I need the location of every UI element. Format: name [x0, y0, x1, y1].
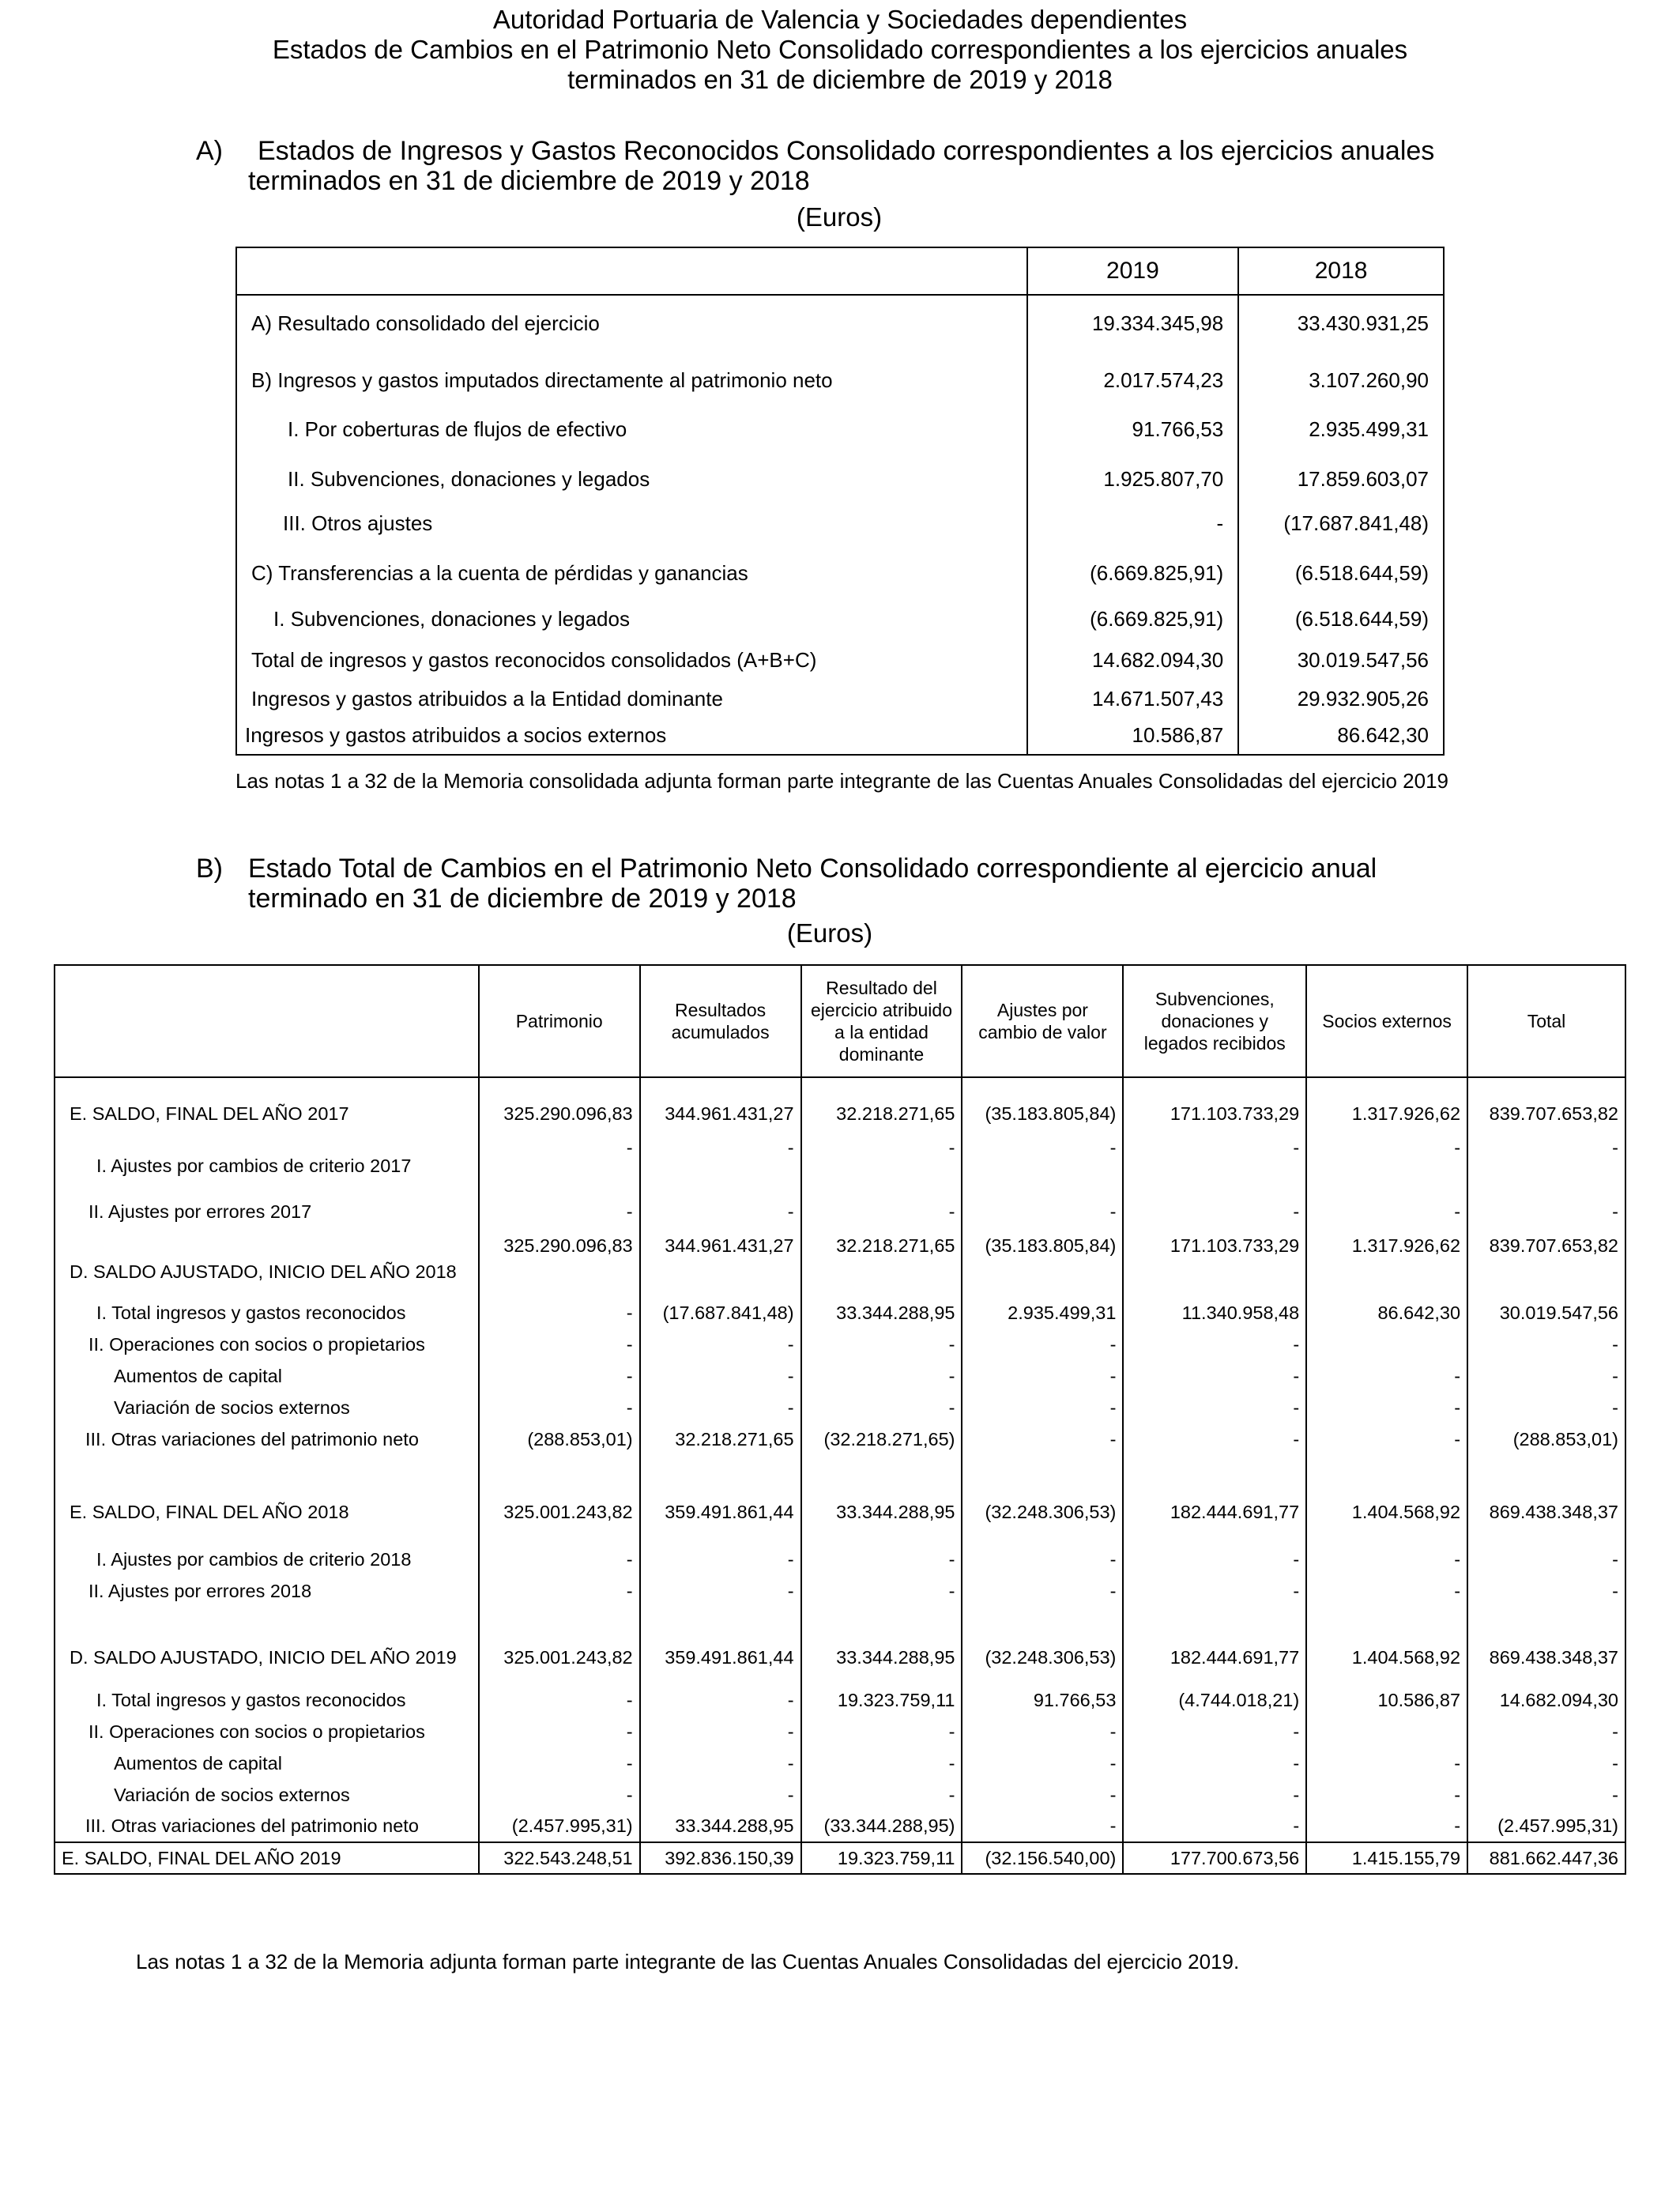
- row-value: -: [640, 1528, 801, 1575]
- table-row: [55, 1716, 1625, 1747]
- row-value: -: [640, 1673, 801, 1716]
- row-value: -: [1306, 1528, 1467, 1575]
- row-value: 14.682.094,30: [1467, 1673, 1625, 1716]
- row-value: -: [479, 1673, 640, 1716]
- row-value: (32.248.306,53): [962, 1607, 1123, 1673]
- row-value: 1.404.568,92: [1306, 1607, 1467, 1673]
- table-row: [236, 598, 1444, 639]
- row-label: Variación de socios externos: [55, 1779, 479, 1811]
- row-label: I. Total ingresos y gastos reconocidos: [55, 1673, 479, 1716]
- row-value: -: [962, 1779, 1123, 1811]
- row-label: A) Resultado consolidado del ejercicio: [236, 295, 1027, 356]
- value-2018: (6.518.644,59): [1238, 552, 1444, 598]
- row-value: -: [1306, 1811, 1467, 1842]
- row-label: III. Otros ajustes: [236, 499, 1027, 552]
- row-value: 359.491.861,44: [640, 1455, 801, 1528]
- row-value: -: [640, 1716, 801, 1747]
- row-value: -: [1467, 1528, 1625, 1575]
- row-value: (35.183.805,84): [962, 1077, 1123, 1129]
- row-value: -: [479, 1528, 640, 1575]
- table-row: [55, 1455, 1625, 1528]
- row-label: III. Otras variaciones del patrimonio neto: [55, 1811, 479, 1842]
- row-value: -: [479, 1329, 640, 1360]
- value-2019: 2.017.574,23: [1027, 356, 1239, 404]
- column-header-subvenciones: Subvenciones, donaciones y legados recibidos: [1123, 965, 1306, 1077]
- row-value: 325.290.096,83: [479, 1227, 640, 1287]
- section-b-title-line-2: terminado en 31 de diciembre de 2019 y 2018: [248, 884, 797, 914]
- equity-changes-table: [54, 964, 1626, 1875]
- row-label: II. Ajustes por errores 2017: [55, 1182, 479, 1227]
- row-value: -: [801, 1329, 962, 1360]
- row-value: -: [801, 1182, 962, 1227]
- row-label: D. SALDO AJUSTADO, INICIO DEL AÑO 2019: [55, 1607, 479, 1673]
- row-value: -: [801, 1129, 962, 1182]
- row-label: I. Ajustes por cambios de criterio 2017: [55, 1129, 479, 1182]
- table-row: [55, 1077, 1625, 1129]
- table-row: [55, 1360, 1625, 1392]
- value-2018: (17.687.841,48): [1238, 499, 1444, 552]
- row-value: -: [479, 1779, 640, 1811]
- row-value: 86.642,30: [1306, 1287, 1467, 1329]
- table-row: [236, 356, 1444, 404]
- row-value: (32.218.271,65): [801, 1423, 962, 1455]
- section-b-note: Las notas 1 a 32 de la Memoria adjunta forman parte integrante de las Cuentas Anuales Consolidadas del ejercicio 2019.: [136, 1950, 1240, 1973]
- section-b-units: (Euros): [786, 918, 873, 948]
- table-row: [55, 1227, 1625, 1287]
- row-value: -: [1467, 1747, 1625, 1779]
- row-value: (33.344.288,95): [801, 1811, 962, 1842]
- row-value: 33.344.288,95: [801, 1455, 962, 1528]
- row-label: E. SALDO, FINAL DEL AÑO 2018: [55, 1455, 479, 1528]
- value-2018: 30.019.547,56: [1238, 639, 1444, 680]
- value-2018: 33.430.931,25: [1238, 295, 1444, 356]
- value-2018: 86.642,30: [1238, 717, 1444, 755]
- row-value: -: [962, 1182, 1123, 1227]
- row-value: -: [1467, 1182, 1625, 1227]
- column-header-resultado-ejercicio: Resultado del ejercicio atribuido a la entidad dominante: [801, 965, 962, 1077]
- row-value: -: [479, 1360, 640, 1392]
- row-label: E. SALDO, FINAL DEL AÑO 2017: [55, 1077, 479, 1129]
- table-header-row: [236, 247, 1444, 295]
- row-value: -: [1306, 1747, 1467, 1779]
- row-value: 1.317.926,62: [1306, 1227, 1467, 1287]
- row-value: -: [1467, 1129, 1625, 1182]
- row-value: 30.019.547,56: [1467, 1287, 1625, 1329]
- table-row: [55, 1287, 1625, 1329]
- row-value: -: [962, 1329, 1123, 1360]
- row-label: I. Por coberturas de flujos de efectivo: [236, 404, 1027, 459]
- row-value: -: [1306, 1129, 1467, 1182]
- row-value: 171.103.733,29: [1123, 1227, 1306, 1287]
- row-value: -: [801, 1779, 962, 1811]
- table-row: [55, 1779, 1625, 1811]
- row-value: -: [1467, 1329, 1625, 1360]
- row-label: I. Subvenciones, donaciones y legados: [236, 598, 1027, 639]
- row-value: -: [640, 1182, 801, 1227]
- table-row: [55, 1182, 1625, 1227]
- row-value: 33.344.288,95: [801, 1287, 962, 1329]
- value-2019: -: [1027, 499, 1239, 552]
- row-value: -: [962, 1423, 1123, 1455]
- row-value: (2.457.995,31): [479, 1811, 640, 1842]
- row-value: [1306, 1716, 1467, 1747]
- column-header-resultados-acumulados: Resultados acumulados: [640, 965, 801, 1077]
- row-value: -: [1467, 1392, 1625, 1423]
- row-value: (17.687.841,48): [640, 1287, 801, 1329]
- row-value: -: [1306, 1779, 1467, 1811]
- section-a-title-line-1: Estados de Ingresos y Gastos Reconocidos Consolidado correspondientes a los ejercicios anuales: [258, 136, 1435, 166]
- row-value: (4.744.018,21): [1123, 1673, 1306, 1716]
- table-row: [55, 1129, 1625, 1182]
- row-value: 1.415.155,79: [1306, 1842, 1467, 1874]
- table-row: [55, 1673, 1625, 1716]
- row-value: 344.961.431,27: [640, 1227, 801, 1287]
- row-value: (2.457.995,31): [1467, 1811, 1625, 1842]
- table-row: [55, 1528, 1625, 1575]
- table-row: [236, 639, 1444, 680]
- row-label: E. SALDO, FINAL DEL AÑO 2019: [55, 1842, 479, 1874]
- row-value: -: [1123, 1423, 1306, 1455]
- row-value: -: [479, 1747, 640, 1779]
- section-a-heading: [196, 136, 1618, 199]
- section-a-note: Las notas 1 a 32 de la Memoria consolidada adjunta forman parte integrante de las Cuentas Anuales Consolidadas del ejercicio 2019: [235, 769, 1448, 793]
- row-value: (32.156.540,00): [962, 1842, 1123, 1874]
- table-row: [55, 1392, 1625, 1423]
- row-value: -: [1306, 1360, 1467, 1392]
- row-value: 881.662.447,36: [1467, 1842, 1625, 1874]
- row-value: 359.491.861,44: [640, 1607, 801, 1673]
- row-value: 392.836.150,39: [640, 1842, 801, 1874]
- title-line-3: terminados en 31 de diciembre de 2019 y 2018: [567, 65, 1113, 94]
- row-value: -: [1123, 1129, 1306, 1182]
- table-row-final: [55, 1842, 1625, 1874]
- value-2019: 19.334.345,98: [1027, 295, 1239, 356]
- value-2019: 14.682.094,30: [1027, 639, 1239, 680]
- row-value: -: [640, 1392, 801, 1423]
- row-label: Aumentos de capital: [55, 1747, 479, 1779]
- table-row: [236, 552, 1444, 598]
- value-2018: 2.935.499,31: [1238, 404, 1444, 459]
- row-value: -: [479, 1392, 640, 1423]
- table-row: [55, 1607, 1625, 1673]
- table-row: [236, 459, 1444, 499]
- row-value: 325.001.243,82: [479, 1455, 640, 1528]
- title-line-1: Autoridad Portuaria de Valencia y Sociedades dependientes: [492, 5, 1188, 34]
- column-header-socios-externos: Socios externos: [1306, 965, 1467, 1077]
- row-label: III. Otras variaciones del patrimonio neto: [55, 1423, 479, 1455]
- row-value: 32.218.271,65: [801, 1077, 962, 1129]
- row-value: 91.766,53: [962, 1673, 1123, 1716]
- row-value: 32.218.271,65: [801, 1227, 962, 1287]
- row-value: 325.001.243,82: [479, 1607, 640, 1673]
- row-value: -: [1123, 1329, 1306, 1360]
- row-label: C) Transferencias a la cuenta de pérdidas y ganancias: [236, 552, 1027, 598]
- value-2019: 14.671.507,43: [1027, 680, 1239, 717]
- section-b-heading: [196, 854, 1618, 917]
- row-value: 33.344.288,95: [640, 1811, 801, 1842]
- row-value: -: [1467, 1779, 1625, 1811]
- row-value: (288.853,01): [479, 1423, 640, 1455]
- row-value: -: [1123, 1779, 1306, 1811]
- row-value: -: [1123, 1360, 1306, 1392]
- table-row: [236, 499, 1444, 552]
- value-2019: (6.669.825,91): [1027, 552, 1239, 598]
- row-value: 32.218.271,65: [640, 1423, 801, 1455]
- row-label: II. Operaciones con socios o propietarios: [55, 1716, 479, 1747]
- column-header-2019: 2019: [1027, 247, 1239, 295]
- row-value: -: [1123, 1528, 1306, 1575]
- column-header-total: Total: [1467, 965, 1625, 1077]
- row-value: -: [640, 1129, 801, 1182]
- row-value: -: [962, 1360, 1123, 1392]
- row-value: -: [479, 1287, 640, 1329]
- table-row: [55, 1329, 1625, 1360]
- value-2019: 10.586,87: [1027, 717, 1239, 755]
- row-value: 2.935.499,31: [962, 1287, 1123, 1329]
- row-value: -: [962, 1575, 1123, 1607]
- row-value: -: [1123, 1811, 1306, 1842]
- row-value: -: [1123, 1182, 1306, 1227]
- row-value: 182.444.691,77: [1123, 1455, 1306, 1528]
- section-b-title-line-1: Estado Total de Cambios en el Patrimonio Neto Consolidado correspondiente al ejercicio anual: [248, 854, 1377, 884]
- row-value: -: [1306, 1575, 1467, 1607]
- row-value: -: [801, 1575, 962, 1607]
- section-a-letter: A): [196, 136, 223, 166]
- column-header-2018: 2018: [1238, 247, 1444, 295]
- section-a-units: (Euros): [796, 202, 883, 232]
- row-value: 177.700.673,56: [1123, 1842, 1306, 1874]
- row-value: -: [801, 1528, 962, 1575]
- row-value: 182.444.691,77: [1123, 1607, 1306, 1673]
- value-2019: 91.766,53: [1027, 404, 1239, 459]
- row-value: -: [479, 1129, 640, 1182]
- document-title: [0, 5, 1680, 95]
- row-value: -: [962, 1811, 1123, 1842]
- row-value: 325.290.096,83: [479, 1077, 640, 1129]
- section-a-title-line-2: terminados en 31 de diciembre de 2019 y 2018: [248, 166, 810, 196]
- row-label: I. Total ingresos y gastos reconocidos: [55, 1287, 479, 1329]
- table-row: [236, 680, 1444, 717]
- column-header-ajustes-cambio-valor: Ajustes por cambio de valor: [962, 965, 1123, 1077]
- row-value: -: [479, 1575, 640, 1607]
- row-value: (32.248.306,53): [962, 1455, 1123, 1528]
- row-label: Variación de socios externos: [55, 1392, 479, 1423]
- column-header-concept: [55, 965, 479, 1077]
- row-value: -: [962, 1716, 1123, 1747]
- row-value: 19.323.759,11: [801, 1673, 962, 1716]
- row-value: -: [1123, 1575, 1306, 1607]
- row-value: 869.438.348,37: [1467, 1455, 1625, 1528]
- row-value: 10.586,87: [1306, 1673, 1467, 1716]
- row-value: (35.183.805,84): [962, 1227, 1123, 1287]
- row-value: -: [1306, 1423, 1467, 1455]
- row-value: 344.961.431,27: [640, 1077, 801, 1129]
- table-row: [236, 295, 1444, 356]
- row-label: B) Ingresos y gastos imputados directamente al patrimonio neto: [236, 356, 1027, 404]
- row-value: -: [640, 1575, 801, 1607]
- row-label: I. Ajustes por cambios de criterio 2018: [55, 1528, 479, 1575]
- row-value: 869.438.348,37: [1467, 1607, 1625, 1673]
- table-row: [55, 1811, 1625, 1842]
- row-label: Aumentos de capital: [55, 1360, 479, 1392]
- row-label: Ingresos y gastos atribuidos a la Entidad dominante: [236, 680, 1027, 717]
- row-value: -: [801, 1747, 962, 1779]
- row-value: -: [1306, 1392, 1467, 1423]
- row-value: 1.317.926,62: [1306, 1077, 1467, 1129]
- value-2019: (6.669.825,91): [1027, 598, 1239, 639]
- value-2018: 3.107.260,90: [1238, 356, 1444, 404]
- section-b-letter: B): [196, 854, 223, 884]
- row-value: -: [1306, 1182, 1467, 1227]
- row-value: 33.344.288,95: [801, 1607, 962, 1673]
- row-value: 11.340.958,48: [1123, 1287, 1306, 1329]
- row-value: -: [1467, 1716, 1625, 1747]
- row-value: -: [962, 1129, 1123, 1182]
- row-value: 171.103.733,29: [1123, 1077, 1306, 1129]
- row-value: -: [801, 1716, 962, 1747]
- value-2018: 29.932.905,26: [1238, 680, 1444, 717]
- value-2018: 17.859.603,07: [1238, 459, 1444, 499]
- row-value: -: [962, 1747, 1123, 1779]
- row-label: Total de ingresos y gastos reconocidos consolidados (A+B+C): [236, 639, 1027, 680]
- table-row: [236, 717, 1444, 755]
- row-value: -: [962, 1528, 1123, 1575]
- row-value: -: [640, 1779, 801, 1811]
- row-value: -: [1467, 1575, 1625, 1607]
- row-value: -: [801, 1392, 962, 1423]
- row-value: -: [1123, 1392, 1306, 1423]
- table-row: [236, 404, 1444, 459]
- row-value: -: [962, 1392, 1123, 1423]
- row-value: -: [640, 1747, 801, 1779]
- row-value: -: [1123, 1747, 1306, 1779]
- table-row: [55, 1747, 1625, 1779]
- row-label: II. Ajustes por errores 2018: [55, 1575, 479, 1607]
- row-label: D. SALDO AJUSTADO, INICIO DEL AÑO 2018: [55, 1227, 479, 1287]
- row-value: (288.853,01): [1467, 1423, 1625, 1455]
- title-line-2: Estados de Cambios en el Patrimonio Neto Consolidado correspondientes a los ejercicios anuales: [272, 35, 1408, 64]
- column-header-label: [236, 247, 1027, 295]
- row-value: -: [479, 1182, 640, 1227]
- row-value: 322.543.248,51: [479, 1842, 640, 1874]
- row-label: II. Subvenciones, donaciones y legados: [236, 459, 1027, 499]
- income-expense-table: [235, 247, 1445, 756]
- row-value: -: [479, 1716, 640, 1747]
- row-value: -: [801, 1360, 962, 1392]
- value-2018: (6.518.644,59): [1238, 598, 1444, 639]
- row-value: 1.404.568,92: [1306, 1455, 1467, 1528]
- row-value: -: [1123, 1716, 1306, 1747]
- row-value: 839.707.653,82: [1467, 1227, 1625, 1287]
- row-label: II. Operaciones con socios o propietarios: [55, 1329, 479, 1360]
- column-header-patrimonio: Patrimonio: [479, 965, 640, 1077]
- value-2019: 1.925.807,70: [1027, 459, 1239, 499]
- table-row: [55, 1575, 1625, 1607]
- row-value: -: [640, 1329, 801, 1360]
- table-header-row: [55, 965, 1625, 1077]
- table-row: [55, 1423, 1625, 1455]
- row-label: Ingresos y gastos atribuidos a socios externos: [236, 717, 1027, 755]
- row-value: [1306, 1329, 1467, 1360]
- row-value: 839.707.653,82: [1467, 1077, 1625, 1129]
- row-value: 19.323.759,11: [801, 1842, 962, 1874]
- row-value: -: [640, 1360, 801, 1392]
- row-value: -: [1467, 1360, 1625, 1392]
